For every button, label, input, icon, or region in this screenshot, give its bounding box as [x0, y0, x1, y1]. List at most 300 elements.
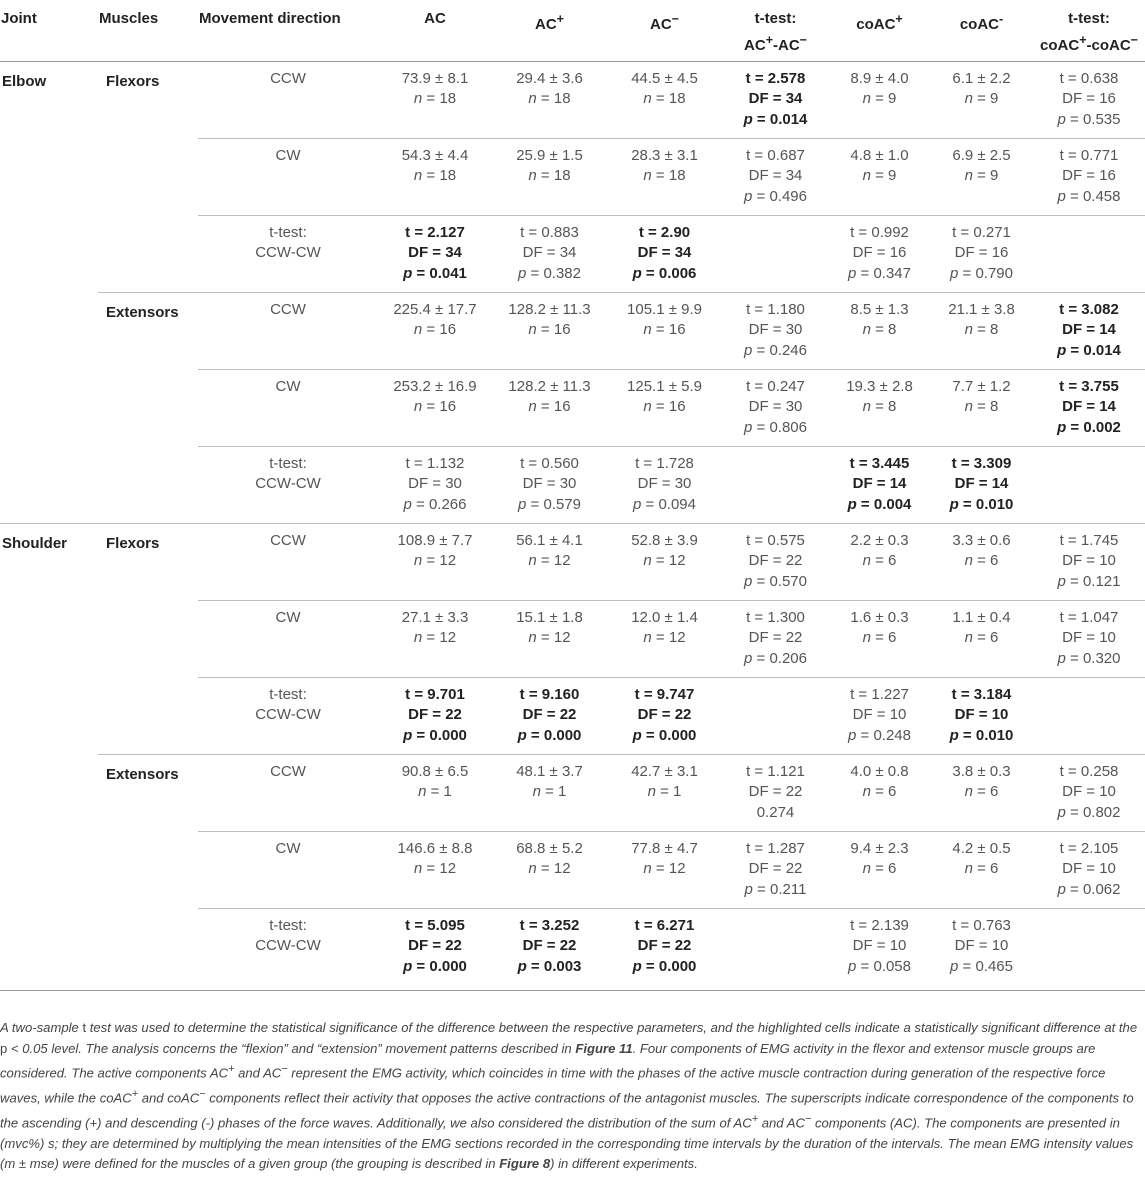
primary-value: 7.7 ± 1.2	[952, 377, 1011, 395]
movement-direction-cell	[198, 677, 378, 754]
table-caption: A two-sample t test was used to determine the statistical significance of the difference between the respective parameters, and the highlighted cells indicate a statistically significant difference at the p < 0.05 level. The analysis concerns the “flexion” and “extension” movement patterns described in Figure 11. Four components of EMG activity in the flexor and extensor muscle groups are considered. The active components AC+ and AC− represent the EMG activity, which coincides in time with the phases of the active muscle contraction during generation of the respective force waves, while the coAC+ and coAC− components reflect their activity that opposes the active contractions of the antagonist muscles. The superscripts indicate correspondence of the components to the ascending (+) and descending (-) phases of the force waves. Additionally, we also considered the distribution of the sum of AC+ and AC− components (AC). The components are presented in (mvc%) s; they are determined by multiplying the mean intensities of the EMG sections recorded in the corresponding time intervals by the duration of the intervals. The mean EMG intensity values (m ± mse) were defined for the muscles of a given group (the grouping is described in Figure 8) in different experiments.	[0, 1020, 1138, 1172]
value-cell-coac-minus	[930, 446, 1033, 523]
value-cell-ttest-ac	[722, 677, 829, 754]
p-value: p = 0.094	[633, 495, 696, 513]
n-count: n = 8	[862, 321, 897, 338]
primary-value: 44.5 ± 4.5	[631, 69, 698, 87]
primary-value: 52.8 ± 3.9	[631, 531, 698, 549]
table-row	[0, 831, 1145, 908]
direction-line: t-test:	[269, 916, 307, 934]
value-cell-coac-minus	[930, 600, 1033, 677]
p-value: p = 0.010	[949, 495, 1014, 513]
header-coac-plus: coAC+	[856, 12, 903, 33]
value-cell-coac-minus	[930, 369, 1033, 446]
movement-direction-cell	[198, 446, 378, 523]
movement-direction-cell	[198, 215, 378, 292]
secondary-value: 0.274	[756, 803, 795, 821]
value-cell-ttest-coac	[1033, 677, 1145, 754]
p-value: p = 0.246	[744, 341, 807, 359]
value-cell-ttest-ac	[722, 369, 829, 446]
secondary-value: DF = 16	[852, 244, 907, 261]
muscle-group-cell	[98, 138, 198, 215]
primary-value: t = 0.560	[520, 454, 579, 472]
secondary-value: DF = 22	[637, 937, 692, 954]
primary-value: 42.7 ± 3.1	[631, 762, 698, 780]
primary-value: 253.2 ± 16.9	[393, 377, 477, 395]
value-cell-ac-minus	[607, 61, 722, 138]
table-row	[0, 908, 1145, 990]
secondary-value: DF = 34	[522, 244, 577, 261]
header-ttest-coac: t-test: coAC+-coAC−	[1040, 10, 1138, 54]
n-count: n = 12	[528, 860, 571, 877]
movement-direction-cell	[198, 908, 378, 990]
value-cell-ac	[378, 677, 492, 754]
n-count: n = 6	[862, 783, 897, 800]
joint-cell	[0, 446, 98, 523]
p-value: p = 0.206	[744, 649, 807, 667]
direction-line: CW	[275, 377, 301, 395]
movement-direction-cell	[198, 523, 378, 600]
value-cell-ac	[378, 369, 492, 446]
n-count: n = 16	[643, 398, 686, 415]
header-muscles: Muscles	[99, 10, 159, 27]
muscle-group-cell	[98, 908, 198, 990]
secondary-value: DF = 30	[522, 475, 577, 492]
p-value: p = 0.058	[848, 957, 911, 975]
primary-value: t = 3.184	[951, 685, 1012, 703]
value-cell-ac	[378, 446, 492, 523]
joint-cell: Shoulder	[0, 523, 98, 600]
value-cell-ac-plus	[492, 677, 607, 754]
direction-line: t-test:	[269, 223, 307, 241]
p-value: p = 0.579	[518, 495, 581, 513]
p-value: p = 0.121	[1057, 572, 1121, 590]
direction-line: CCW	[270, 69, 306, 87]
value-cell-ttest-coac	[1033, 138, 1145, 215]
direction-line: CCW-CW	[255, 244, 321, 261]
secondary-value: DF = 30	[637, 475, 692, 492]
primary-value: t = 5.095	[405, 916, 465, 934]
value-cell-ac-plus	[492, 215, 607, 292]
header-movement-direction: Movement direction	[199, 10, 341, 27]
primary-value: t = 2.105	[1059, 839, 1119, 857]
primary-value: t = 0.992	[850, 223, 909, 241]
value-cell-ac-minus	[607, 446, 722, 523]
header-ac: AC	[424, 10, 446, 27]
value-cell-ttest-coac	[1033, 754, 1145, 831]
p-value: p = 0.000	[403, 726, 467, 744]
secondary-value: DF = 10	[1062, 783, 1116, 800]
table-row	[0, 369, 1145, 446]
secondary-value: DF = 10	[1062, 629, 1116, 646]
p-value: p = 0.382	[518, 264, 581, 282]
secondary-value: DF = 22	[637, 706, 692, 723]
value-cell-ac-plus	[492, 292, 607, 369]
primary-value: t = 1.121	[746, 762, 805, 780]
value-cell-ac-minus	[607, 215, 722, 292]
p-value: p = 0.014	[1057, 341, 1121, 359]
value-cell-ac-minus	[607, 523, 722, 600]
primary-value: 73.9 ± 8.1	[401, 69, 469, 87]
secondary-value: DF = 34	[408, 244, 462, 261]
p-value: p = 0.000	[403, 957, 467, 975]
value-cell-ttest-coac	[1033, 61, 1145, 138]
table-row	[0, 446, 1145, 523]
direction-line: CCW	[270, 531, 306, 549]
secondary-value: DF = 30	[748, 398, 803, 415]
primary-value: 225.4 ± 17.7	[393, 300, 477, 318]
value-cell-coac-plus	[829, 677, 930, 754]
direction-line: CW	[275, 839, 301, 857]
value-cell-ac	[378, 138, 492, 215]
primary-value: t = 0.271	[952, 223, 1011, 241]
direction-line: t-test:	[269, 454, 307, 472]
n-count: n = 18	[413, 90, 457, 107]
primary-value: 28.3 ± 3.1	[631, 146, 698, 164]
value-cell-coac-minus	[930, 677, 1033, 754]
n-count: n = 6	[862, 860, 897, 877]
secondary-value: DF = 10	[954, 937, 1009, 954]
primary-value: t = 0.247	[746, 377, 805, 395]
primary-value: 1.6 ± 0.3	[850, 608, 909, 626]
primary-value: t = 9.160	[519, 685, 580, 703]
p-value: p = 0.802	[1057, 803, 1121, 821]
primary-value: 6.1 ± 2.2	[952, 69, 1011, 87]
p-value: p = 0.347	[848, 264, 911, 282]
primary-value: 108.9 ± 7.7	[397, 531, 473, 549]
primary-value: t = 3.082	[1059, 300, 1119, 318]
value-cell-ac	[378, 600, 492, 677]
value-cell-ttest-coac	[1033, 446, 1145, 523]
secondary-value: DF = 22	[748, 552, 803, 569]
primary-value: t = 0.575	[746, 531, 805, 549]
value-cell-coac-plus	[829, 292, 930, 369]
value-cell-ttest-coac	[1033, 215, 1145, 292]
value-cell-ac-minus	[607, 369, 722, 446]
n-count: n = 9	[862, 167, 897, 184]
value-cell-ac-minus	[607, 677, 722, 754]
primary-value: t = 6.271	[634, 916, 695, 934]
muscle-group-cell: Extensors	[98, 754, 198, 831]
table-row	[0, 523, 1145, 600]
header-row	[0, 0, 1145, 61]
primary-value: t = 2.139	[850, 916, 909, 934]
primary-value: t = 3.252	[519, 916, 580, 934]
primary-value: t = 0.638	[1059, 69, 1119, 87]
primary-value: 125.1 ± 5.9	[627, 377, 702, 395]
value-cell-ac-minus	[607, 292, 722, 369]
value-cell-coac-minus	[930, 292, 1033, 369]
value-cell-coac-minus	[930, 908, 1033, 990]
n-count: n = 12	[413, 552, 457, 569]
value-cell-ttest-ac	[722, 61, 829, 138]
muscle-group-cell: Flexors	[98, 523, 198, 600]
value-cell-ac	[378, 523, 492, 600]
p-value: p = 0.570	[744, 572, 807, 590]
secondary-value: DF = 14	[852, 475, 907, 492]
muscle-group-cell	[98, 369, 198, 446]
movement-direction-cell	[198, 600, 378, 677]
n-count: n = 1	[647, 783, 682, 800]
primary-value: 4.8 ± 1.0	[850, 146, 909, 164]
secondary-value: DF = 30	[408, 475, 462, 492]
muscle-group-cell: Flexors	[106, 72, 160, 90]
value-cell-ac-plus	[492, 908, 607, 990]
p-value: p = 0.248	[848, 726, 911, 744]
joint-cell	[0, 754, 98, 831]
n-count: n = 16	[413, 398, 457, 415]
muscle-group-cell	[98, 215, 198, 292]
p-value: p = 0.465	[950, 957, 1013, 975]
primary-value: t = 1.287	[746, 839, 805, 857]
primary-value: 15.1 ± 1.8	[516, 608, 583, 626]
n-count: n = 12	[413, 860, 457, 877]
value-cell-ttest-coac	[1033, 908, 1145, 990]
p-value: p = 0.535	[1057, 110, 1121, 128]
secondary-value: DF = 14	[1062, 321, 1116, 338]
value-cell-ac-minus	[607, 831, 722, 908]
value-cell-ttest-ac	[722, 446, 829, 523]
value-cell-ac-plus	[492, 369, 607, 446]
n-count: n = 12	[643, 629, 686, 646]
primary-value: 3.3 ± 0.6	[952, 531, 1011, 549]
value-cell-coac-plus	[829, 754, 930, 831]
n-count: n = 6	[964, 552, 999, 569]
table-row	[0, 677, 1145, 754]
n-count: n = 8	[964, 398, 999, 415]
direction-line: CCW	[270, 762, 306, 780]
primary-value: 1.1 ± 0.4	[952, 608, 1011, 626]
value-cell-coac-plus	[829, 831, 930, 908]
joint-cell	[0, 831, 98, 908]
primary-value: 48.1 ± 3.7	[516, 762, 583, 780]
p-value: p = 0.014	[743, 110, 808, 128]
value-cell-ttest-ac	[722, 831, 829, 908]
value-cell-ac-minus	[607, 908, 722, 990]
primary-value: 21.1 ± 3.8	[948, 300, 1015, 318]
movement-direction-cell	[198, 61, 378, 138]
value-cell-ac	[378, 215, 492, 292]
n-count: n = 16	[413, 321, 457, 338]
p-value: p = 0.003	[517, 957, 582, 975]
value-cell-ac	[378, 831, 492, 908]
header-ttest-ac: t-test: AC+-AC−	[744, 10, 807, 54]
value-cell-ttest-coac	[1033, 831, 1145, 908]
primary-value: 8.5 ± 1.3	[850, 300, 909, 318]
value-cell-ac-plus	[492, 754, 607, 831]
primary-value: 27.1 ± 3.3	[401, 608, 469, 626]
value-cell-coac-plus	[829, 908, 930, 990]
secondary-value: DF = 14	[954, 475, 1009, 492]
figure-8-link[interactable]: Figure 8	[499, 1156, 551, 1172]
table-row	[0, 754, 1145, 831]
n-count: n = 18	[528, 90, 571, 107]
primary-value: 9.4 ± 2.3	[850, 839, 909, 857]
header-ac-plus: AC+	[535, 12, 564, 33]
secondary-value: DF = 22	[748, 860, 803, 877]
primary-value: 12.0 ± 1.4	[631, 608, 698, 626]
primary-value: t = 0.258	[1059, 762, 1119, 780]
p-value: p = 0.211	[744, 880, 807, 898]
direction-line: CCW	[270, 300, 306, 318]
p-value: p = 0.458	[1057, 187, 1121, 205]
secondary-value: DF = 10	[852, 706, 907, 723]
primary-value: t = 1.227	[850, 685, 909, 703]
primary-value: t = 2.127	[405, 223, 465, 241]
movement-direction-cell	[198, 292, 378, 369]
movement-direction-cell	[198, 754, 378, 831]
direction-line: CW	[275, 608, 301, 626]
primary-value: t = 9.701	[405, 685, 465, 703]
secondary-value: DF = 14	[1062, 398, 1116, 415]
primary-value: 6.9 ± 2.5	[952, 146, 1011, 164]
n-count: n = 6	[964, 860, 999, 877]
primary-value: 128.2 ± 11.3	[508, 377, 591, 395]
value-cell-ac-minus	[607, 600, 722, 677]
n-count: n = 6	[964, 629, 999, 646]
value-cell-ttest-ac	[722, 600, 829, 677]
value-cell-ac-plus	[492, 600, 607, 677]
value-cell-ttest-coac	[1033, 523, 1145, 600]
primary-value: 8.9 ± 4.0	[850, 69, 909, 87]
primary-value: t = 3.755	[1059, 377, 1119, 395]
header-coac-minus: coAC-	[959, 12, 1004, 33]
joint-cell	[0, 600, 98, 677]
n-count: n = 18	[413, 167, 457, 184]
direction-line: CW	[275, 146, 301, 164]
n-count: n = 12	[528, 629, 571, 646]
value-cell-coac-plus	[829, 138, 930, 215]
p-value: p = 0.004	[847, 495, 912, 513]
value-cell-ac-plus	[492, 138, 607, 215]
p-value: p = 0.496	[744, 187, 807, 205]
n-count: n = 12	[413, 629, 457, 646]
value-cell-coac-plus	[829, 215, 930, 292]
movement-direction-cell	[198, 831, 378, 908]
primary-value: t = 1.728	[635, 454, 694, 472]
value-cell-ac-plus	[492, 61, 607, 138]
direction-line: t-test:	[269, 685, 307, 703]
muscle-group-cell	[98, 677, 198, 754]
value-cell-ttest-ac	[722, 523, 829, 600]
p-value: p = 0.041	[403, 264, 467, 282]
value-cell-coac-minus	[930, 61, 1033, 138]
n-count: n = 12	[528, 552, 571, 569]
direction-line: CCW-CW	[255, 475, 321, 492]
p-value: p = 0.806	[744, 418, 807, 436]
primary-value: 77.8 ± 4.7	[631, 839, 698, 857]
value-cell-ttest-ac	[722, 138, 829, 215]
value-cell-ac-plus	[492, 446, 607, 523]
p-value: p = 0.266	[403, 495, 467, 513]
primary-value: t = 1.300	[746, 608, 805, 626]
n-count: n = 8	[862, 398, 897, 415]
value-cell-ttest-coac	[1033, 292, 1145, 369]
value-cell-ac-minus	[607, 138, 722, 215]
n-count: n = 6	[862, 552, 897, 569]
muscle-group-cell	[98, 831, 198, 908]
n-count: n = 1	[418, 783, 452, 800]
value-cell-ac-plus	[492, 523, 607, 600]
table-row	[0, 61, 1145, 138]
joint-cell: Elbow	[2, 72, 47, 90]
table-body	[0, 61, 1145, 990]
secondary-value: DF = 34	[748, 90, 803, 107]
secondary-value: DF = 30	[748, 321, 803, 338]
primary-value: 56.1 ± 4.1	[516, 531, 583, 549]
primary-value: 3.8 ± 0.3	[952, 762, 1011, 780]
joint-cell	[0, 292, 98, 369]
n-count: n = 6	[862, 629, 897, 646]
secondary-value: DF = 16	[954, 244, 1009, 261]
secondary-value: DF = 10	[954, 706, 1009, 723]
joint-cell	[0, 215, 98, 292]
n-count: n = 18	[643, 90, 686, 107]
n-count: n = 1	[532, 783, 567, 800]
movement-direction-cell	[198, 138, 378, 215]
value-cell-coac-plus	[829, 523, 930, 600]
direction-line: CCW-CW	[255, 937, 321, 954]
primary-value: t = 9.747	[634, 685, 695, 703]
primary-value: t = 3.445	[849, 454, 910, 472]
primary-value: 90.8 ± 6.5	[401, 762, 469, 780]
value-cell-ac-plus	[492, 831, 607, 908]
value-cell-ac	[378, 61, 492, 138]
value-cell-ttest-coac	[1033, 600, 1145, 677]
primary-value: 4.2 ± 0.5	[952, 839, 1011, 857]
secondary-value: DF = 10	[1062, 860, 1116, 877]
p-value: p = 0.006	[632, 264, 697, 282]
primary-value: t = 1.745	[1059, 531, 1119, 549]
n-count: n = 18	[643, 167, 686, 184]
figure-11-link[interactable]: Figure 11	[575, 1040, 633, 1056]
p-value: p = 0.000	[632, 957, 697, 975]
muscle-group-cell	[98, 446, 198, 523]
value-cell-coac-plus	[829, 600, 930, 677]
p-value: p = 0.002	[1057, 418, 1121, 436]
p-value: p = 0.010	[949, 726, 1014, 744]
n-count: n = 12	[643, 552, 686, 569]
primary-value: 2.2 ± 0.3	[850, 531, 909, 549]
muscle-group-cell	[98, 600, 198, 677]
primary-value: 19.3 ± 2.8	[846, 377, 913, 395]
value-cell-ac	[378, 292, 492, 369]
secondary-value: DF = 22	[748, 629, 803, 646]
primary-value: t = 0.763	[952, 916, 1011, 934]
primary-value: t = 0.687	[746, 146, 805, 164]
value-cell-coac-minus	[930, 754, 1033, 831]
joint-cell	[0, 677, 98, 754]
secondary-value: DF = 22	[408, 937, 462, 954]
joint-cell	[0, 908, 98, 990]
value-cell-coac-plus	[829, 369, 930, 446]
primary-value: t = 2.578	[745, 69, 806, 87]
value-cell-coac-plus	[829, 446, 930, 523]
primary-value: 146.6 ± 8.8	[397, 839, 473, 857]
value-cell-coac-minus	[930, 831, 1033, 908]
n-count: n = 9	[964, 90, 999, 107]
value-cell-ttest-ac	[722, 908, 829, 990]
primary-value: 68.8 ± 5.2	[516, 839, 583, 857]
value-cell-ac-minus	[607, 754, 722, 831]
n-count: n = 16	[528, 321, 571, 338]
n-count: n = 8	[964, 321, 999, 338]
primary-value: 25.9 ± 1.5	[516, 146, 583, 164]
value-cell-ttest-ac	[722, 215, 829, 292]
secondary-value: DF = 10	[852, 937, 907, 954]
primary-value: t = 0.883	[520, 223, 579, 241]
movement-direction-cell	[198, 369, 378, 446]
